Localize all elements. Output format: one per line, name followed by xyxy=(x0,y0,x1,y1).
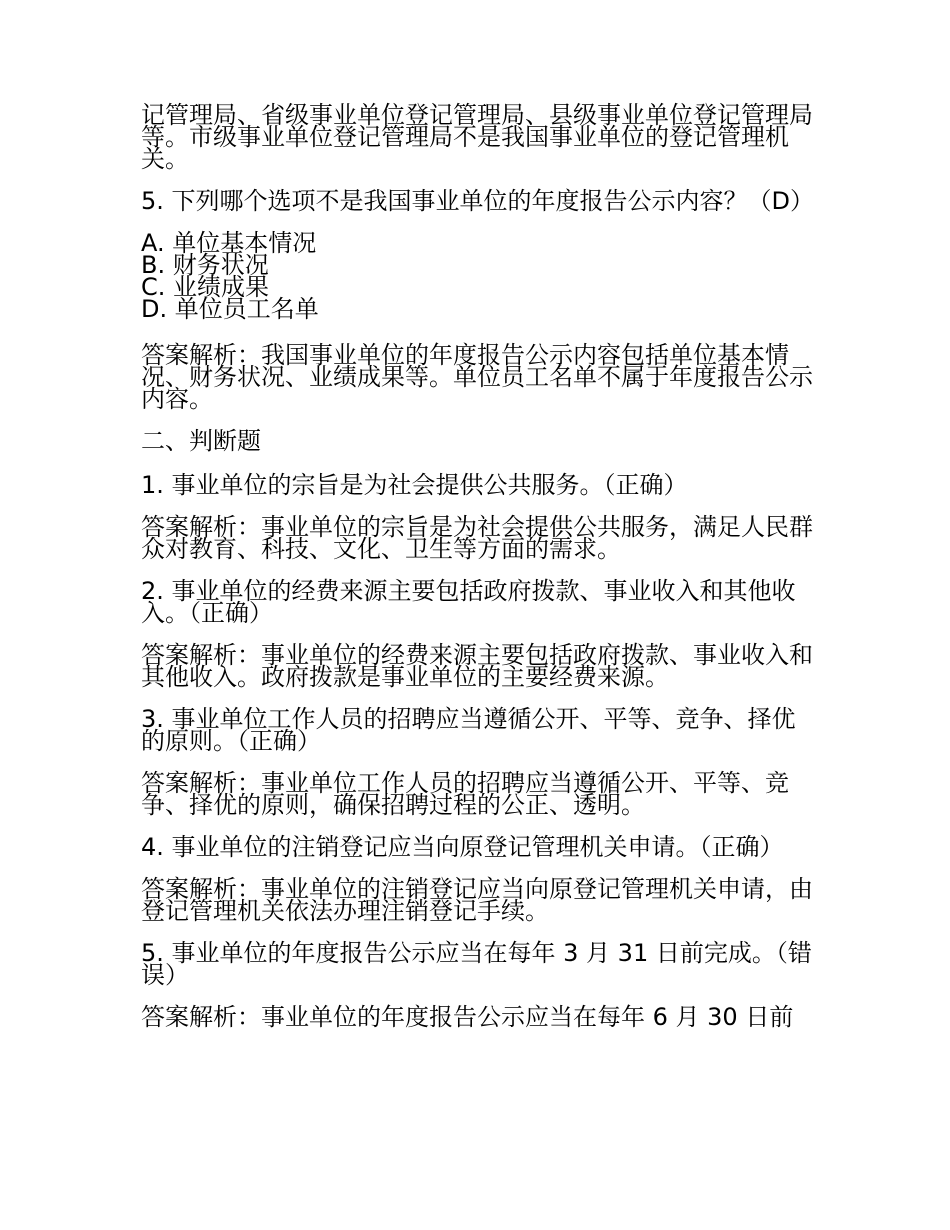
judgment-3: 3. 事业单位工作人员的招聘应当遵循公开、平等、竞争、择优的原则。（正确） xyxy=(141,705,796,755)
option-d: D. 单位员工名单 xyxy=(141,295,319,323)
judgment-1-explanation: 答案解析：事业单位的宗旨是为社会提供公共服务，满足人民群众对教育、科技、文化、卫生等方面的需求。 xyxy=(141,513,813,563)
judgment-3-explanation: 答案解析：事业单位工作人员的招聘应当遵循公开、平等、竞争、择优的原则，确保招聘过程的公正、透明。 xyxy=(141,769,789,819)
option-c: C. 业绩成果 xyxy=(141,273,270,301)
judgment-5-explanation: 答案解析：事业单位的年度报告公示应当在每年 6 月 30 日前 xyxy=(141,1003,794,1031)
option-a: A. 单位基本情况 xyxy=(141,229,317,257)
judgment-4-explanation: 答案解析：事业单位的注销登记应当向原登记管理机关申请，由登记管理机关依法办理注销登记手续。 xyxy=(141,875,813,925)
paragraph-continuation: 记管理局、省级事业单位登记管理局、县级事业单位登记管理局等。市级事业单位登记管理局不是我国事业单位的登记管理机关。 xyxy=(141,101,813,173)
answer-options xyxy=(141,229,813,323)
question-5: 5. 下列哪个选项不是我国事业单位的年度报告公示内容？（D） xyxy=(141,187,815,215)
judgment-4: 4. 事业单位的注销登记应当向原登记管理机关申请。（正确） xyxy=(141,833,784,861)
judgment-1: 1. 事业单位的宗旨是为社会提供公共服务。（正确） xyxy=(141,471,688,499)
judgment-5: 5. 事业单位的年度报告公示应当在每年 3 月 31 日前完成。（错误） xyxy=(141,939,812,989)
judgment-2: 2. 事业单位的经费来源主要包括政府拨款、事业收入和其他收入。（正确） xyxy=(141,577,796,627)
section-heading-judgment: 二、判断题 xyxy=(141,427,261,455)
document-body xyxy=(141,101,815,1048)
judgment-2-explanation: 答案解析：事业单位的经费来源主要包括政府拨款、事业收入和其他收入。政府拨款是事业单位的主要经费来源。 xyxy=(141,641,813,691)
option-b: B. 财务状况 xyxy=(141,251,269,279)
answer-explanation-5: 答案解析：我国事业单位的年度报告公示内容包括单位基本情况、财务状况、业绩成果等。单位员工名单不属于年度报告公示内容。 xyxy=(141,341,813,413)
